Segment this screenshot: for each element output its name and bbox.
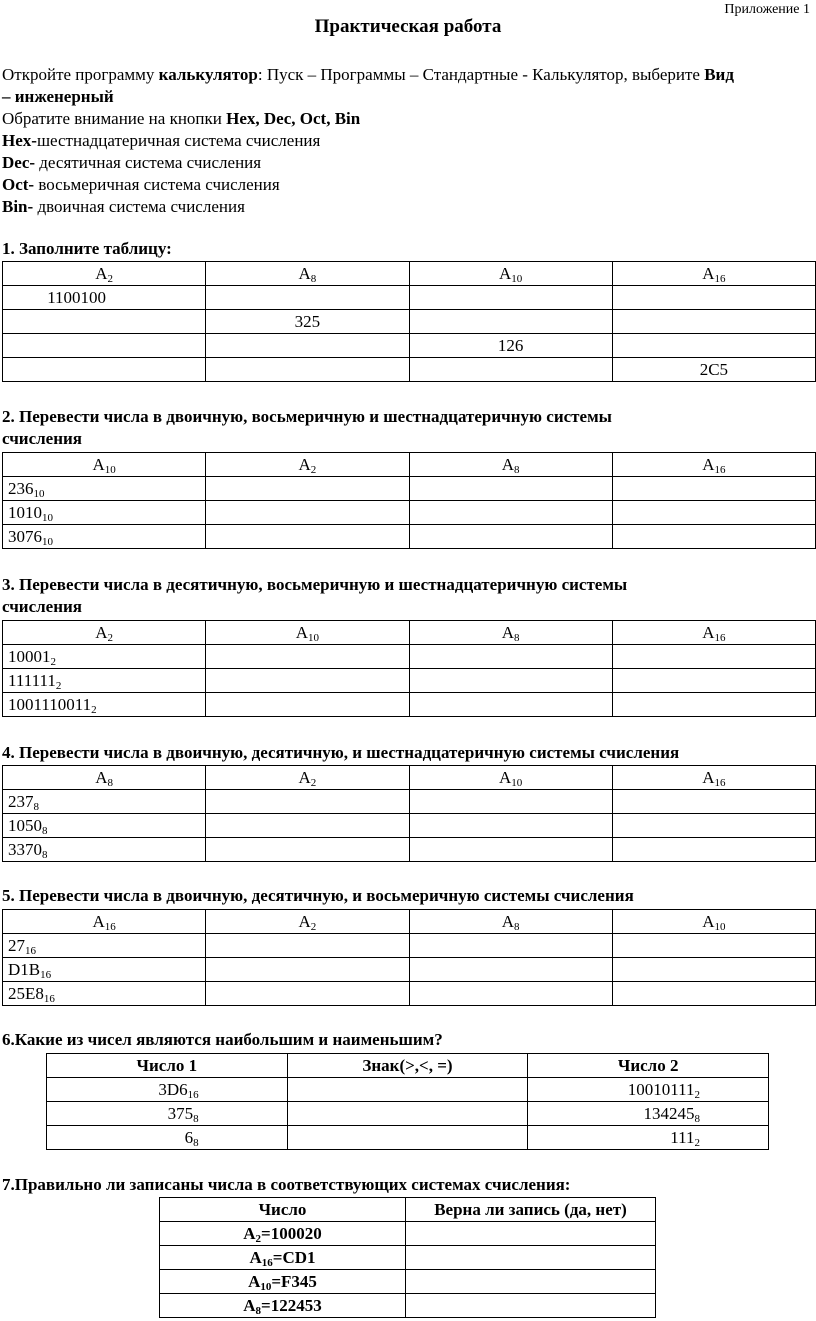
table-cell[interactable] (409, 525, 612, 549)
table-cell[interactable] (409, 958, 612, 982)
table-row (160, 1222, 656, 1246)
table-cell[interactable] (409, 982, 612, 1006)
table-header: Число (160, 1198, 406, 1222)
table-cell[interactable] (206, 525, 409, 549)
task3-table (2, 620, 816, 717)
table-cell[interactable] (206, 645, 409, 669)
answer-cell[interactable] (406, 1222, 656, 1246)
table-cell: $A_8=122453$ (160, 1294, 406, 1318)
intro-text-bold: калькулятор (158, 65, 258, 84)
table-cell[interactable] (206, 334, 409, 358)
table-cell: $111111_2$ (3, 669, 206, 693)
table-cell: $3D6_{16}$ (47, 1078, 288, 1102)
table-row (160, 1270, 656, 1294)
table-row (3, 310, 816, 334)
task2-table (2, 452, 816, 549)
task3-heading: 3. Перевести числа в десятичную, восьмеричную и шестнадцатеричную системы счисления (2, 575, 628, 616)
bin-text: двоичная система счисления (33, 197, 245, 216)
table-cell[interactable] (409, 286, 612, 310)
table-header: $A_2$ (206, 910, 409, 934)
table-cell[interactable] (3, 334, 206, 358)
table-header: Число 2 (528, 1054, 769, 1078)
intro-text-bold: – инженерный (2, 87, 114, 106)
table-cell: $237_8$ (3, 790, 206, 814)
table-cell: $25E8_{16}$ (3, 982, 206, 1006)
table-cell[interactable] (206, 934, 409, 958)
table-cell: $111_2$ (528, 1126, 769, 1150)
table-cell: $A_{10}=F345$ (160, 1270, 406, 1294)
table-row (3, 814, 816, 838)
answer-cell[interactable] (406, 1246, 656, 1270)
table-row (3, 358, 816, 382)
table-header: $A_8$ (409, 621, 612, 645)
task5-heading: 5. Перевести числа в двоичную, десятичную, и восьмеричную системы счисления (2, 886, 634, 905)
table-header: $A_{10}$ (612, 910, 815, 934)
table-cell[interactable] (409, 669, 612, 693)
table-cell[interactable] (206, 286, 409, 310)
dec-text: десятичная система счисления (35, 153, 262, 172)
table-cell[interactable] (409, 934, 612, 958)
table-cell[interactable] (206, 669, 409, 693)
table-row (3, 934, 816, 958)
table-cell[interactable] (206, 501, 409, 525)
table-cell[interactable] (206, 693, 409, 717)
intro-text-part: Обратите внимание на кнопки (2, 109, 227, 128)
task6-heading: 6.Какие из чисел являются наибольшим и наименьшим? (2, 1030, 443, 1049)
task1-heading: 1. Заполните таблицу: (2, 239, 172, 258)
table-row (3, 693, 816, 717)
table-cell[interactable] (409, 645, 612, 669)
table-cell: $1010_{10}$ (3, 501, 206, 525)
table-cell[interactable] (612, 286, 815, 310)
table-row (47, 1126, 769, 1150)
table-cell[interactable] (206, 358, 409, 382)
intro-text-part: Откройте программу (2, 65, 159, 84)
table-cell[interactable] (409, 814, 612, 838)
table-header: $A_2$ (3, 621, 206, 645)
table-header: Число 1 (47, 1054, 288, 1078)
task4-heading: 4. Перевести числа в двоичную, десятичную, и шестнадцатеричную системы счисления (2, 743, 680, 762)
table-row (3, 501, 816, 525)
table-cell[interactable] (612, 477, 815, 501)
table-cell[interactable] (612, 310, 815, 334)
table-cell: $27_{16}$ (3, 934, 206, 958)
sign-cell[interactable] (287, 1102, 528, 1126)
table-row (47, 1078, 769, 1102)
table-row (3, 645, 816, 669)
table-cell: $10010111_2$ (528, 1078, 769, 1102)
table-header: $A_{10}$ (409, 262, 612, 286)
table-row (3, 982, 816, 1006)
table-cell[interactable] (409, 790, 612, 814)
task1-table (2, 261, 816, 382)
table-cell: $134245_8$ (528, 1102, 769, 1126)
table-cell: $1001110011_2$ (3, 693, 206, 717)
table-header: $A_8$ (409, 910, 612, 934)
table-cell[interactable] (612, 525, 815, 549)
answer-cell[interactable] (406, 1270, 656, 1294)
table-cell[interactable] (612, 934, 815, 958)
table-cell[interactable] (206, 958, 409, 982)
table-cell[interactable] (612, 982, 815, 1006)
table-header: Знак(>,<, =) (287, 1054, 528, 1078)
table-cell: $236_{10}$ (3, 477, 206, 501)
table-cell[interactable] (409, 501, 612, 525)
intro-text-bold: Hex, Dec, Oct, Bin (226, 109, 361, 128)
table-cell[interactable] (409, 693, 612, 717)
table-cell[interactable] (206, 477, 409, 501)
table-row (3, 669, 816, 693)
table-cell: $375_8$ (47, 1102, 288, 1126)
table-header: $A_{10}$ (206, 621, 409, 645)
table-cell: $10001_2$ (3, 645, 206, 669)
table-cell[interactable] (612, 669, 815, 693)
task2-heading: 2. Перевести числа в двоичную, восьмеричную и шестнадцатеричную системы счисления (2, 407, 612, 448)
table-cell[interactable] (206, 814, 409, 838)
table-cell[interactable] (409, 477, 612, 501)
table-row (3, 334, 816, 358)
table-cell[interactable] (612, 958, 815, 982)
appendix-label: Приложение 1 (724, 2, 810, 17)
hex-key: Hex- (2, 131, 37, 150)
table-cell: 126 (409, 334, 612, 358)
table-header: $A_{16}$ (612, 766, 815, 790)
sign-cell[interactable] (287, 1078, 528, 1102)
table-row (3, 838, 816, 862)
table-cell[interactable] (409, 838, 612, 862)
task6-table (46, 1053, 769, 1150)
intro-text (2, 64, 812, 218)
table-cell: 325 (206, 310, 409, 334)
hex-text: шестнадцатеричная система счисления (36, 131, 321, 150)
task7-heading: 7.Правильно ли записаны числа в соответствующих системах счисления: (2, 1175, 571, 1194)
intro-text-part: : Пуск – Программы – Стандартные - Калькулятор, выберите (257, 65, 705, 84)
table-row (3, 525, 816, 549)
table-row (3, 286, 816, 310)
table-cell[interactable] (612, 838, 815, 862)
table-cell: 1100100 (3, 286, 206, 310)
task7-table (159, 1197, 656, 1318)
table-cell[interactable] (612, 790, 815, 814)
table-header: $A_{16}$ (612, 453, 815, 477)
oct-text: восьмеричная система счисления (34, 175, 280, 194)
task5-table (2, 909, 816, 1006)
table-row (47, 1102, 769, 1126)
table-cell: $A_2=100020$ (160, 1222, 406, 1246)
dec-key: Dec- (2, 153, 36, 172)
table-cell[interactable] (612, 501, 815, 525)
table-cell[interactable] (612, 693, 815, 717)
task4-table (2, 765, 816, 862)
table-header: Верна ли запись (да, нет) (406, 1198, 656, 1222)
table-row (3, 790, 816, 814)
table-cell[interactable] (3, 310, 206, 334)
table-cell[interactable] (409, 310, 612, 334)
table-header: $A_8$ (409, 453, 612, 477)
table-header: $A_8$ (3, 766, 206, 790)
table-header: $A_{10}$ (409, 766, 612, 790)
table-header: $A_2$ (206, 766, 409, 790)
table-header: $A_{10}$ (3, 453, 206, 477)
table-header: $A_{16}$ (612, 262, 815, 286)
table-row (3, 958, 816, 982)
table-cell: $3370_8$ (3, 838, 206, 862)
table-cell: $6_8$ (47, 1126, 288, 1150)
table-row (3, 477, 816, 501)
bin-key: Bin- (2, 197, 34, 216)
oct-key: Oct- (2, 175, 35, 194)
table-cell: $3076_{10}$ (3, 525, 206, 549)
table-cell[interactable] (206, 838, 409, 862)
table-header: $A_2$ (3, 262, 206, 286)
table-cell[interactable] (3, 358, 206, 382)
page-title: Практическая работа (314, 16, 502, 37)
sign-cell[interactable] (287, 1126, 528, 1150)
table-cell: $1050_8$ (3, 814, 206, 838)
table-header: $A_8$ (206, 262, 409, 286)
table-cell: $A_{16}=CD1$ (160, 1246, 406, 1270)
table-row (160, 1294, 656, 1318)
table-cell[interactable] (409, 358, 612, 382)
table-cell[interactable] (206, 982, 409, 1006)
answer-cell[interactable] (406, 1294, 656, 1318)
table-cell[interactable] (612, 334, 815, 358)
table-cell[interactable] (612, 814, 815, 838)
table-cell: $D1B_{16}$ (3, 958, 206, 982)
table-row (160, 1246, 656, 1270)
intro-text-bold: Вид (704, 65, 734, 84)
table-cell[interactable] (612, 645, 815, 669)
table-cell: 2C5 (612, 358, 815, 382)
table-header: $A_2$ (206, 453, 409, 477)
table-header: $A_{16}$ (612, 621, 815, 645)
table-header: $A_{16}$ (3, 910, 206, 934)
table-cell[interactable] (206, 790, 409, 814)
